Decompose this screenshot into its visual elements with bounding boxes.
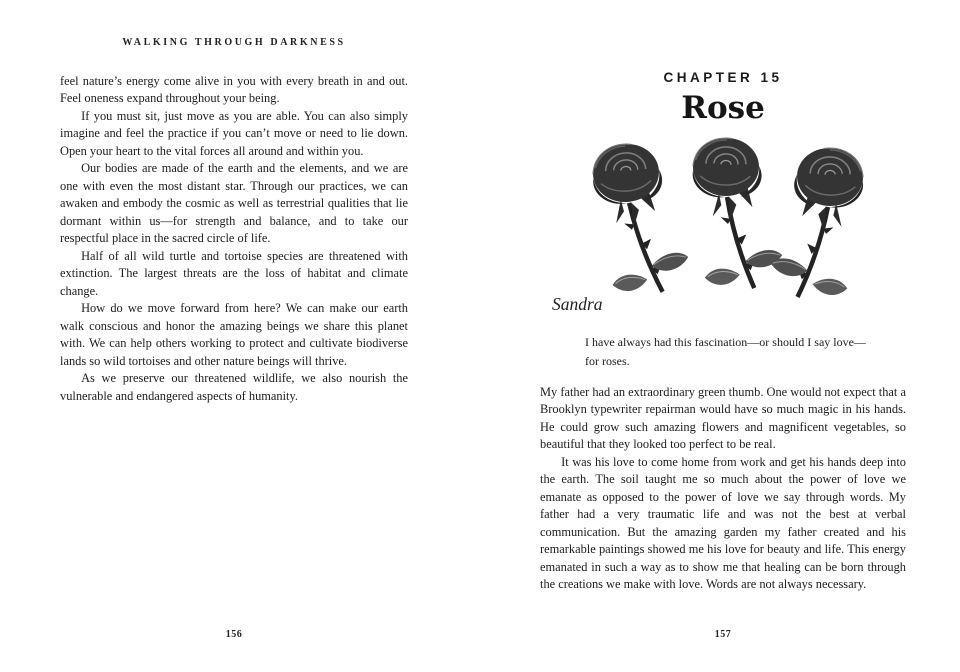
storyteller-name: Sandra (552, 294, 603, 314)
epigraph-line: for roses. (585, 353, 630, 368)
right-page (540, 0, 906, 672)
paragraph: If you must sit, just move as you are able. You can also simply imagine and feel the practice if you can’t move or need to lie down. Open your heart to the vital forces all around and within you. (60, 108, 408, 158)
roses-illustration (568, 131, 878, 301)
right-page-number: 157 (714, 629, 732, 640)
paragraph: It was his love to come home from work and get his hands deep into the earth. The soil taught me so much about the power of love we emanate as opposed to the power of love we say through words. My father had a very traumatic life and was not the best at verbal communication. But the amazing garden my father created and his remarkable paintings showed me his love for beauty and life. This energy emanated in such a way as to show me that healing can be born through the creations we make with love. Words are not always necessary. (540, 454, 906, 592)
right-page-body (540, 384, 906, 594)
paragraph: Our bodies are made of the earth and the elements, and we are one with even the most distant star. Through our practices, we can awaken and embody the cosmic as well as terrestrial qualities that lie dormant within us—for strength and balance, and to take our respectful place in the sacred circle of life. (60, 161, 408, 246)
paragraph: My father had an extraordinary green thumb. One would not expect that a Brooklyn typewriter repairman would have so much magic in his hands. He could grow such amazing flowers and magnificent vegetables, so beautiful that they looked too perfect to be real. (540, 385, 906, 452)
left-page-number: 156 (225, 629, 243, 640)
paragraph: As we preserve our threatened wildlife, we also nourish the vulnerable and endangered aspects of humanity. (60, 371, 408, 403)
epigraph (585, 333, 906, 370)
epigraph-line: I have always had this fascination—or should I say love— (585, 335, 866, 349)
left-page-body (60, 73, 408, 405)
chapter-label: CHAPTER 15 (663, 70, 783, 85)
paragraph: Half of all wild turtle and tortoise species are threatened with extinction. The largest threats are the loss of habitat and climate change. (60, 248, 408, 298)
running-head: WALKING THROUGH DARKNESS (122, 37, 346, 48)
paragraph: feel nature’s energy come alive in you with every breath in and out. Feel oneness expand throughout your being. (60, 74, 408, 106)
left-page (60, 0, 408, 672)
chapter-title: Rose (681, 90, 765, 126)
paragraph: How do we move forward from here? We can make our earth walk conscious and honor the amazing beings we share this planet with. We can help others working to protect and cultivate biodiverse lands so wild tortoises and other nature beings will thrive. (60, 301, 408, 368)
